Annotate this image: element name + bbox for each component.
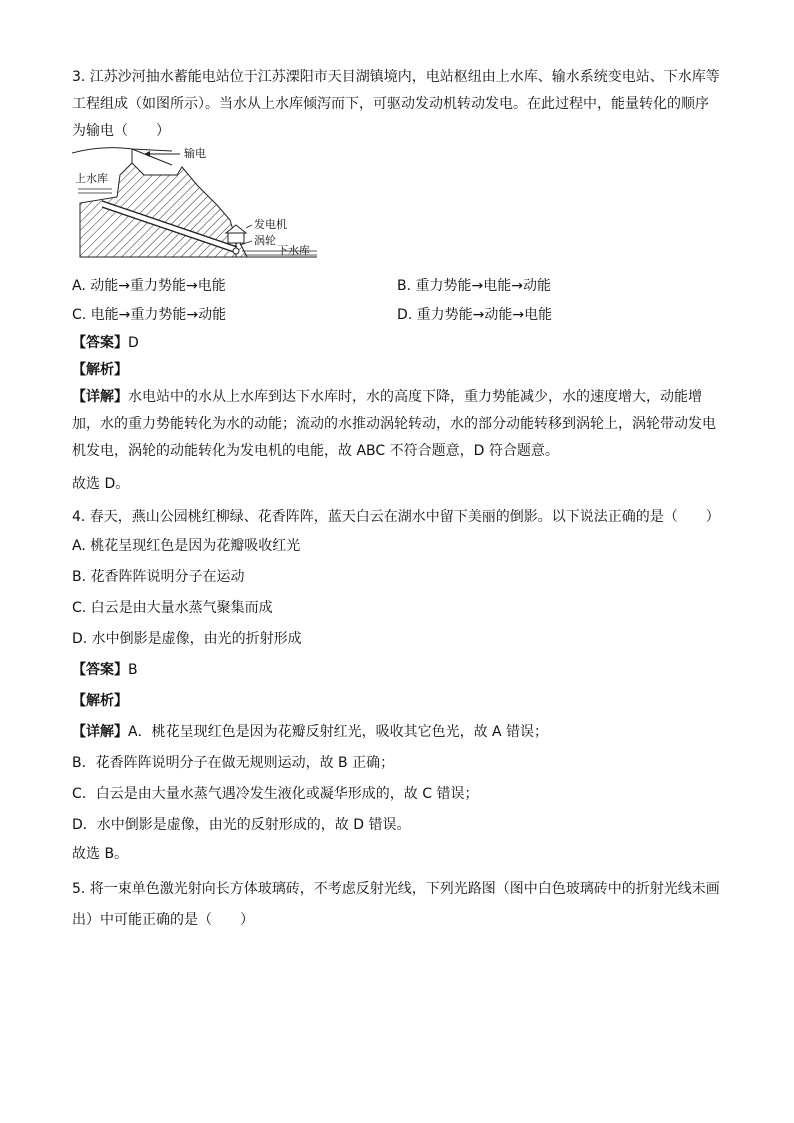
q4-detail-tag: 【详解】 <box>72 724 128 740</box>
q3-option-d: D. 重力势能→动能→电能 <box>397 307 553 323</box>
label-transmission: 输电 <box>184 147 206 160</box>
q4-detail-a: A．桃花呈现红色是因为花瓣反射红光，吸收其它色光，故 A 错误； <box>128 724 549 740</box>
q3-detail-line-1 <box>72 384 732 411</box>
q3-analysis-tag: 【解析】 <box>72 362 128 378</box>
label-upper-reservoir: 上水库 <box>75 172 108 185</box>
q4-detail-c: C．白云是由大量水蒸气遇冷发生液化或凝华形成的，故 C 错误； <box>72 786 479 802</box>
q3-detail-tag: 【详解】 <box>72 389 128 405</box>
question-4 <box>72 504 732 868</box>
q4-answer <box>72 655 732 686</box>
label-lower-reservoir: 下水库 <box>277 244 310 257</box>
q3-stem-line-3: 为输电（ ） <box>72 123 170 139</box>
q4-analysis-tag: 【解析】 <box>72 693 128 709</box>
q3-stem-line-1: 3. 江苏沙河抽水蓄能电站位于江苏溧阳市天目湖镇境内，电站枢纽由上水库、输水系统变电站、下水库等 <box>72 69 720 85</box>
q4-option-a: A. 桃花呈现红色是因为花瓣吸收红光 <box>72 538 301 554</box>
q3-option-a: A. 动能→重力势能→电能 <box>72 278 226 294</box>
question-5 <box>72 874 732 936</box>
label-turbine: 涡轮 <box>254 234 276 247</box>
q3-analysis <box>72 357 732 384</box>
q3-detail-line-2: 加，水的重力势能转化为水的动能；流动的水推动涡轮转动，水的部分动能转移到涡轮上，涡轮带动发电 <box>72 416 716 432</box>
q4-option-c: C. 白云是由大量水蒸气聚集而成 <box>72 600 273 616</box>
document-page <box>72 64 732 936</box>
q5-stem-line-1: 5. 将一束单色激光射向长方体玻璃砖，不考虑反射光线，下列光路图（图中白色玻璃砖中的折射光线未画 <box>72 881 720 897</box>
q3-answer-value: D <box>128 335 139 351</box>
q3-detail-line-3: 机发电，涡轮的动能转化为发电机的电能，故 ABC 不符合题意，D 符合题意。 <box>72 443 559 459</box>
q4-detail-b: B．花香阵阵说明分子在做无规则运动，故 B 正确； <box>72 755 395 771</box>
q3-stem-line-2: 工程组成（如图所示）。当水从上水库倾泻而下，可驱动发动机转动发电。在此过程中，能量转化的顺序 <box>72 96 709 112</box>
q3-detail-text-1: 水电站中的水从上水库到达下水库时，水的高度下降，重力势能减少，水的速度增大，动能增 <box>128 389 702 405</box>
q3-answer-tag: 【答案】 <box>72 335 128 351</box>
q5-stem-line-2: 出）中可能正确的是（ ） <box>72 912 254 928</box>
q4-conclusion: 故选 B。 <box>72 846 129 862</box>
q3-option-c: C. 电能→重力势能→动能 <box>72 307 227 323</box>
q4-option-b: B. 花香阵阵说明分子在运动 <box>72 569 245 585</box>
q4-detail-d: D．水中倒影是虚像，由光的反射形成的，故 D 错误。 <box>72 817 411 833</box>
q4-answer-tag: 【答案】 <box>72 662 128 678</box>
q3-options-row-1 <box>72 272 732 301</box>
label-generator: 发电机 <box>254 218 287 231</box>
q4-stem: 4. 春天，燕山公园桃红柳绿、花香阵阵，蓝天白云在湖水中留下美丽的倒影。以下说法正确的是（ ） <box>72 509 720 525</box>
q4-detail-a-line <box>72 717 732 748</box>
q3-conclusion: 故选 D。 <box>72 476 130 492</box>
q3-answer <box>72 330 732 357</box>
q4-answer-value: B <box>128 662 138 678</box>
q4-option-d: D. 水中倒影是虚像，由光的折射形成 <box>72 631 302 647</box>
q4-analysis <box>72 686 732 717</box>
pumped-storage-diagram <box>72 145 332 270</box>
question-3 <box>72 64 732 498</box>
q3-option-b: B. 重力势能→电能→动能 <box>397 278 551 294</box>
q3-options-row-2 <box>72 301 732 330</box>
